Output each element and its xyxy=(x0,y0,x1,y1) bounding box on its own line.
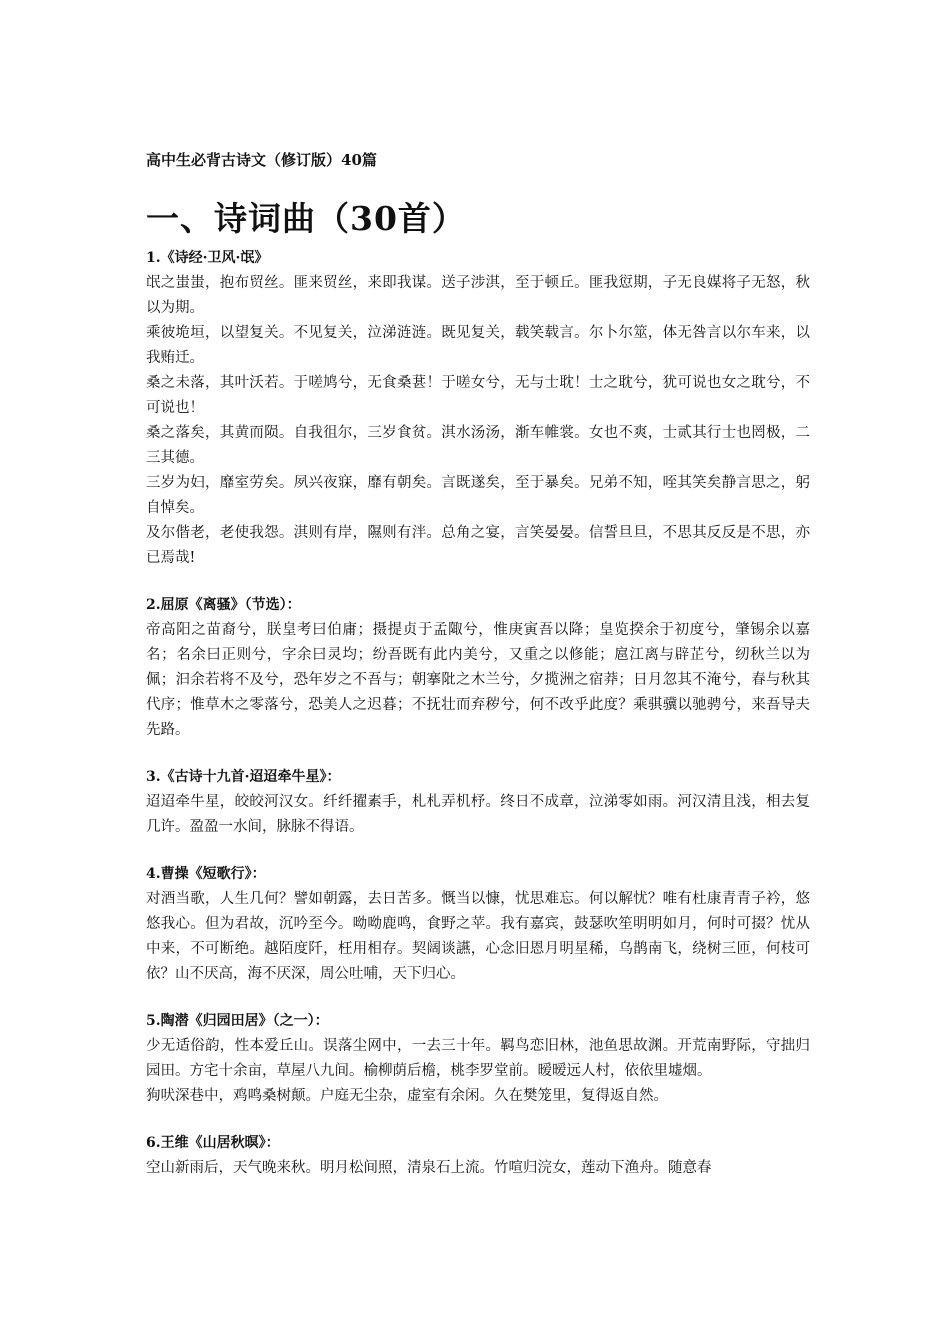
poem-paragraph: 乘彼垝垣，以望复关。不见复关，泣涕涟涟。既见复关，载笑载言。尔卜尔筮，体无咎言以尔车来，以我贿迁。 xyxy=(146,325,810,366)
poem-paragraph: 狗吠深巷中，鸡鸣桑树颠。户庭无尘杂，虚室有余闲。久在樊笼里，复得返自然。 xyxy=(146,1088,668,1104)
document-title: 高中生必背古诗文（修订版）40篇 xyxy=(146,151,377,169)
poem-paragraph: 及尔偕老，老使我怨。淇则有岸，隰则有泮。总角之宴，言笑晏晏。信誓旦旦，不思其反反是不思，亦已焉哉! xyxy=(146,525,810,566)
poem-paragraph: 少无适俗韵，性本爱丘山。误落尘网中，一去三十年。羁鸟恋旧林，池鱼思故渊。开荒南野际，守拙归园田。方宅十余亩，草屋八九间。榆柳荫后檐，桃李罗堂前。暧暧远人村，依依里墟烟。 xyxy=(146,1038,810,1079)
poem-paragraph: 桑之未落，其叶沃若。于嗟鸠兮，无食桑葚！于嗟女兮，无与士耽！士之耽兮，犹可说也女之耽兮，不可说也！ xyxy=(146,375,810,416)
poem-title: 4.曹操《短歌行》： xyxy=(146,866,266,882)
document-body xyxy=(146,148,810,1203)
poem-item xyxy=(146,593,810,743)
poem-paragraph: 氓之蚩蚩，抱布贸丝。匪来贸丝，来即我谋。送子涉淇，至于顿丘。匪我愆期，子无良媒将子无怒，秋以为期。 xyxy=(146,275,810,316)
poem-title: 2.屈原《离骚》（节选）： xyxy=(146,597,301,613)
section-heading: 一、诗词曲（30首） xyxy=(146,199,466,238)
poem-paragraph: 桑之落矣，其黄而陨。自我徂尔，三岁食贫。淇水汤汤，渐车帷裳。女也不爽，士贰其行士也罔极，二三其德。 xyxy=(146,425,810,466)
poem-title: 3.《古诗十九首·迢迢牵牛星》： xyxy=(146,769,341,785)
poem-paragraph: 对酒当歌，人生几何？譬如朝露，去日苦多。慨当以慷，忧思难忘。何以解忧？唯有杜康青青子衿，悠悠我心。但为君故，沉吟至今。呦呦鹿鸣，食野之苹。我有嘉宾，鼓瑟吹笙明明如月，何时可掇？忧从中来，不可断绝。越陌度阡，枉用相存。契阔谈讌，心念旧恩月明星稀，乌鹊南飞，绕树三匝，何枝可依？山不厌高，海不厌深，周公吐哺，天下归心。 xyxy=(146,891,810,982)
poem-item xyxy=(146,765,810,840)
poem-item xyxy=(146,1131,810,1181)
poem-title: 5.陶潜《归园田居》（之一）： xyxy=(146,1013,329,1029)
poem-paragraph: 帝高阳之苗裔兮，朕皇考曰伯庸；摄提贞于孟陬兮，惟庚寅吾以降；皇览揆余于初度兮，肇锡余以嘉名；名余曰正则兮，字余曰灵均；纷吾既有此内美兮，又重之以修能；扈江离与辟芷兮，纫秋兰以为佩；汩余若将不及兮，恐年岁之不吾与；朝搴阰之木兰兮，夕揽洲之宿莽；日月忽其不淹兮，春与秋其代序；惟草木之零落兮，恐美人之迟暮；不抚壮而弃秽兮，何不改乎此度？乘骐骥以驰骋兮，来吾导夫先路。 xyxy=(146,622,810,738)
poem-item xyxy=(146,862,810,987)
poem-title: 6.王维《山居秋暝》： xyxy=(146,1135,280,1151)
poem-paragraph: 三岁为妇，靡室劳矣。夙兴夜寐，靡有朝矣。言既遂矣，至于暴矣。兄弟不知，咥其笑矣静言思之，躬自悼矣。 xyxy=(146,475,810,516)
poem-title: 1.《诗经·卫风·氓》 xyxy=(146,250,269,266)
poem-paragraph: 空山新雨后，天气晚来秋。明月松间照，清泉石上流。竹喧归浣女，莲动下渔舟。随意春 xyxy=(146,1160,712,1176)
poem-paragraph: 迢迢牵牛星，皎皎河汉女。纤纤擢素手，札札弄机杼。终日不成章，泣涕零如雨。河汉清且浅，相去复几许。盈盈一水间，脉脉不得语。 xyxy=(146,794,810,835)
poem-item xyxy=(146,246,810,571)
poem-item xyxy=(146,1009,810,1109)
